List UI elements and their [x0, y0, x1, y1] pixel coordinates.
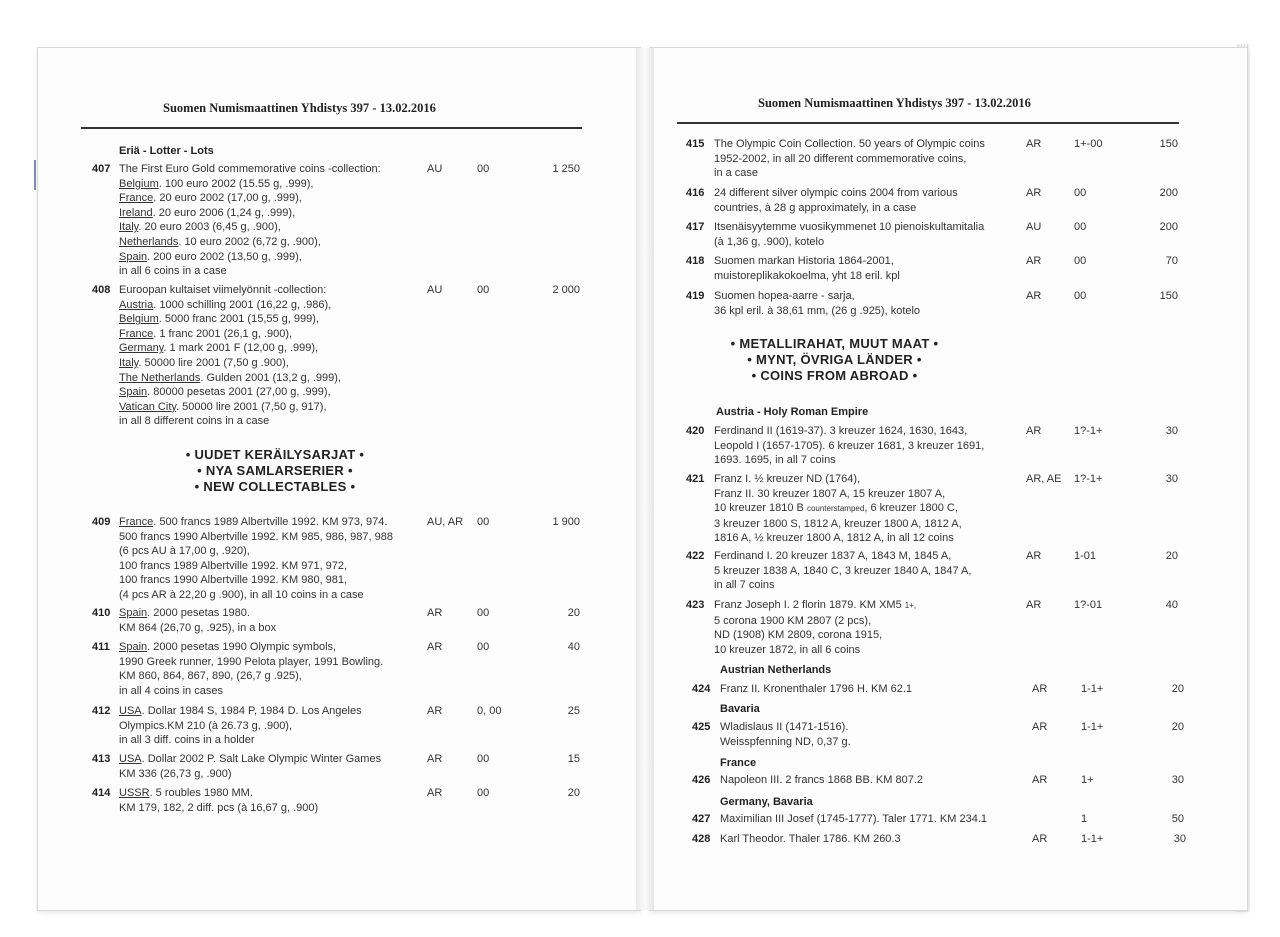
line-text: . 5 roubles 1980 MM. — [149, 787, 253, 799]
lot-metal: AR — [427, 607, 443, 619]
lot-description — [714, 289, 920, 318]
description-line — [119, 298, 341, 313]
description-line — [119, 786, 318, 801]
lot-grade: 00 — [477, 284, 490, 296]
lot-number: 414 — [92, 787, 111, 799]
line-text: . 1 mark 2001 F (12,00 g, .999), — [163, 342, 319, 355]
description-line — [119, 177, 381, 192]
description-line — [119, 588, 393, 603]
lot-metal: AR — [1032, 721, 1048, 733]
banner-line: • UUDET KERÄILYSARJAT • — [185, 447, 365, 462]
description-line — [714, 564, 971, 579]
lot-description — [714, 424, 984, 468]
lot-description — [720, 812, 987, 827]
lot-description — [720, 682, 912, 697]
lot-price: 20 — [1165, 550, 1178, 562]
description-line — [119, 385, 341, 400]
lot-metal: AU — [427, 284, 443, 296]
lot-grade: 1+-00 — [1074, 138, 1103, 150]
lot-description — [720, 773, 923, 788]
description-line — [714, 549, 971, 564]
line-text: Euroopan kultaiset viimelyönnit -collection: — [119, 284, 327, 296]
description-line — [720, 832, 901, 847]
description-line — [119, 640, 383, 655]
lot-grade: 00 — [477, 163, 490, 175]
description-line — [119, 544, 393, 559]
description-line — [119, 767, 381, 782]
description-line — [720, 720, 851, 735]
line-text: Ferdinand I. 20 kreuzer 1837 A, 1843 M, 1845 A, — [714, 550, 952, 562]
lot-number: 425 — [692, 721, 711, 733]
line-text: . 500 francs 1989 Albertville 1992. KM 973, 974. — [153, 516, 388, 528]
line-text: . 2000 pesetas 1980. — [147, 607, 250, 619]
description-line — [714, 439, 984, 454]
banner-line: • MYNT, ÖVRIGA LÄNDER • — [747, 352, 922, 367]
lot-description — [119, 283, 341, 429]
lot-description — [714, 598, 916, 657]
country-name: Belgium — [119, 313, 159, 326]
description-line — [119, 250, 381, 265]
left-page-header: Suomen Numismaattinen Yhdistys 397 - 13.02.2016 — [163, 101, 436, 115]
line-text: . 200 euro 2002 (13,50 g, .999), — [147, 250, 302, 263]
line-text: . 1 franc 2001 (26,1 g, .900), — [153, 327, 293, 340]
lot-price: 200 — [1159, 221, 1178, 233]
lot-metal: AU, AR — [427, 516, 464, 528]
lot-grade: 1+ — [1081, 774, 1094, 786]
description-line — [714, 269, 900, 284]
lot-price: 30 — [1165, 425, 1178, 437]
line-text: . 100 euro 2002 (15.55 g, .999), — [158, 177, 314, 190]
lot-price: 30 — [1173, 833, 1186, 845]
lot-description — [714, 549, 971, 593]
line-text: (6 pcs AU à 17,00 g, .920), — [119, 545, 250, 558]
lot-metal: AR — [1026, 290, 1042, 302]
line-text: . 50000 lire 2001 (7,50 g .900), — [138, 356, 289, 369]
description-line — [119, 559, 393, 574]
description-line — [119, 206, 381, 221]
line-text: . 20 euro 2003 (6,45 g, .900), — [138, 221, 281, 234]
description-line — [119, 220, 381, 235]
lot-price: 2 000 — [552, 284, 580, 296]
lot-price: 40 — [1165, 599, 1178, 611]
country-name: USA — [119, 705, 142, 717]
line-text: 36 kpl eril. à 38,61 mm, (26 g .925), kotelo — [714, 304, 921, 317]
lot-number: 413 — [92, 753, 111, 765]
line-text: Itsenäisyytemme vuosikymmenet 10 pienoiskultamitalia — [714, 221, 985, 233]
country-name: Spain — [119, 386, 148, 399]
line-text: 100 francs 1989 Albertville 1992. KM 971, 972, — [119, 559, 348, 572]
lot-number: 422 — [686, 550, 705, 562]
description-line — [119, 752, 381, 767]
margin-mark — [34, 160, 36, 190]
description-line — [119, 400, 341, 415]
section-heading: Germany, Bavaria — [720, 796, 813, 808]
description-line — [119, 621, 276, 636]
description-line — [714, 289, 920, 304]
description-line — [119, 719, 362, 734]
lot-price: 20 — [567, 787, 580, 799]
line-text: . 20 euro 2002 (17,00 g, .999), — [153, 192, 302, 205]
line-text: 10 kreuzer 1872, in all 6 coins — [714, 643, 861, 656]
lot-grade: 00 — [1074, 221, 1087, 233]
line-text: 1990 Greek runner, 1990 Pelota player, 1991 Bowling. — [119, 655, 384, 668]
lot-description — [119, 752, 381, 781]
lot-grade: 00 — [477, 641, 490, 653]
lot-number: 427 — [692, 813, 711, 825]
line-text: . 20 euro 2006 (1,24 g, .999), — [152, 206, 296, 219]
description-line — [119, 655, 383, 670]
line-text: . Dollar 2002 P. Salt Lake Olympic Winter Games — [141, 753, 382, 765]
line-text: . 80000 pesetas 2001 (27,00 g, .999), — [147, 386, 331, 399]
lot-description — [714, 220, 984, 249]
lot-number: 424 — [692, 683, 711, 695]
line-text: The First Euro Gold commemorative coins -collection: — [119, 163, 381, 175]
lot-metal: AR — [1032, 683, 1048, 695]
lot-metal: AR — [1026, 425, 1042, 437]
small-note: counterstamped — [806, 504, 865, 514]
lot-metal: AR, AE — [1026, 473, 1062, 485]
country-name: Austria — [119, 298, 154, 311]
description-line — [119, 264, 381, 279]
line-text: 3 kreuzer 1800 S, 1812 A, kreuzer 1800 A, 1812 A, — [714, 517, 962, 530]
line-text: 5 corona 1900 KM 2807 (2 pcs), — [714, 614, 872, 627]
line-text: Napoleon III. 2 francs 1868 BB. KM 807.2 — [720, 774, 924, 786]
description-line — [714, 501, 962, 517]
lot-number: 428 — [692, 833, 711, 845]
lot-price: 1 900 — [552, 516, 580, 528]
lot-price: 30 — [1165, 473, 1178, 485]
country-name: France — [119, 327, 154, 340]
lot-description — [720, 832, 901, 847]
lot-grade: 00 — [477, 607, 490, 619]
lot-grade: 0, 00 — [477, 705, 502, 717]
description-line — [119, 801, 318, 816]
line-text: Karl Theodor. Thaler 1786. KM 260.3 — [720, 833, 901, 845]
description-line — [119, 414, 341, 429]
description-line — [720, 682, 912, 697]
description-line — [119, 530, 393, 545]
lot-number: 408 — [92, 284, 111, 296]
line-text: in all 4 coins in cases — [119, 684, 223, 697]
country-name: Belgium — [119, 177, 159, 190]
line-text: (à 1,36 g, .900), kotelo — [714, 235, 825, 248]
section-heading: Bavaria — [720, 703, 760, 715]
section-heading: Austrian Netherlands — [720, 664, 832, 676]
country-name: Vatican City — [119, 400, 177, 413]
right-header-rule — [677, 122, 1179, 124]
description-line — [714, 166, 985, 181]
line-text: KM 179, 182, 2 diff. pcs (à 16,67 g, .900) — [119, 801, 319, 814]
description-line — [720, 773, 923, 788]
lot-metal: AR — [427, 753, 443, 765]
line-text: Ferdinand II (1619-37). 3 kreuzer 1624, 1630, 1643, — [714, 425, 968, 437]
country-name: France — [119, 192, 154, 205]
description-line — [119, 312, 341, 327]
lot-price: 1 250 — [552, 163, 580, 175]
country-name: The Netherlands — [119, 371, 201, 384]
lot-grade: 00 — [477, 787, 490, 799]
lot-number: 423 — [686, 599, 705, 611]
description-line — [119, 356, 341, 371]
line-text: Leopold I (1657-1705). 6 kreuzer 1681, 3 kreuzer 1691, — [714, 439, 985, 452]
line-text: Weisspfenning ND, 0,37 g. — [720, 735, 851, 748]
line-text: (4 pcs AR à 22,20 g .900), in all 10 coins in a case — [119, 588, 364, 601]
lot-description — [714, 186, 958, 215]
lot-price: 150 — [1159, 138, 1178, 150]
country-name: Spain — [119, 641, 148, 653]
lot-price: 30 — [1171, 774, 1184, 786]
description-line — [714, 254, 900, 269]
lot-metal: AU — [427, 163, 443, 175]
description-line — [119, 191, 381, 206]
banner-line: • COINS FROM ABROAD • — [751, 368, 918, 383]
line-text: 1952-2002, in all 20 different commemorative coins, — [714, 152, 967, 165]
line-text: countries, à 28 g approximately, in a case — [714, 201, 917, 214]
description-line — [714, 598, 916, 614]
description-line — [714, 137, 985, 152]
line-text: ND (1908) KM 2809, corona 1915, — [714, 629, 883, 642]
lot-number: 418 — [686, 255, 705, 267]
lot-metal: AR — [1032, 774, 1048, 786]
description-line — [714, 472, 962, 487]
lot-metal: AR — [1026, 599, 1042, 611]
line-text: 1816 A, ½ kreuzer 1800 A, 1812 A, in all 12 coins — [714, 532, 954, 545]
lot-price: 15 — [567, 753, 580, 765]
line-text: . 5000 franc 2001 (15,55 g, 999), — [158, 313, 319, 326]
banner-line: • NEW COLLECTABLES • — [194, 479, 356, 494]
lot-price: 50 — [1171, 813, 1184, 825]
lot-metal: AR — [1032, 833, 1048, 845]
line-text: in all 7 coins — [714, 579, 775, 592]
lot-description — [720, 720, 851, 749]
section-heading: Austria - Holy Roman Empire — [716, 406, 869, 418]
lot-number: 407 — [92, 163, 111, 175]
line-text: in all 6 coins in a case — [119, 265, 227, 278]
line-text: Franz I. ½ kreuzer ND (1764), — [714, 473, 861, 485]
line-text: Suomen hopea-aarre - sarja, — [714, 290, 855, 302]
line-text: Franz Joseph I. 2 florin 1879. KM XM5 — [714, 599, 905, 611]
lot-description — [119, 786, 318, 815]
description-line — [714, 531, 962, 546]
banner-line: • METALLIRAHAT, MUUT MAAT • — [730, 336, 939, 351]
country-name: USSR — [119, 787, 150, 799]
line-text: . 2000 pesetas 1990 Olympic symbols, — [147, 641, 337, 653]
lot-price: 25 — [567, 705, 580, 717]
lot-price: 150 — [1159, 290, 1178, 302]
lot-price: 200 — [1159, 187, 1178, 199]
description-line — [714, 235, 984, 250]
lot-grade: 00 — [1074, 255, 1087, 267]
lot-number: 417 — [686, 221, 705, 233]
lot-number: 409 — [92, 516, 111, 528]
country-name: Germany — [119, 342, 164, 355]
lot-number: 426 — [692, 774, 711, 786]
country-name: Ireland — [119, 206, 153, 219]
lot-number: 411 — [92, 641, 110, 653]
description-line — [714, 304, 920, 319]
lot-number: 420 — [686, 425, 705, 437]
lot-grade: 00 — [477, 516, 490, 528]
lot-description — [119, 640, 383, 698]
lot-price: 40 — [567, 641, 580, 653]
line-text: Suomen markan Historia 1864-2001, — [714, 255, 894, 267]
lot-metal: AR — [1026, 255, 1042, 267]
line-text: , 6 kreuzer 1800 C, — [864, 502, 958, 515]
description-line — [119, 669, 383, 684]
line-text: . 1000 schilling 2001 (16,22 g, .986), — [153, 298, 332, 311]
book-gutter — [636, 48, 654, 910]
line-text: . Gulden 2001 (13,2 g, .999), — [200, 371, 341, 384]
lot-number: 421 — [686, 473, 705, 485]
description-line — [119, 704, 362, 719]
line-text: Maximilian III Josef (1745-1777). Taler 1771. KM 234.1 — [720, 813, 987, 825]
line-text: KM 864 (26,70 g, .925), in a box — [119, 621, 277, 634]
description-line — [714, 628, 916, 643]
description-line — [119, 235, 381, 250]
line-text: . 50000 lire 2001 (7,50 g, 917), — [176, 400, 327, 413]
line-text: Olympics.KM 210 (à 26.73 g, .900), — [119, 719, 293, 732]
lot-description — [119, 704, 362, 748]
section-heading: France — [720, 757, 757, 769]
country-name: Italy — [119, 356, 139, 369]
description-line — [714, 220, 984, 235]
country-name: Spain — [119, 250, 148, 263]
description-line — [119, 327, 341, 342]
line-text: 5 kreuzer 1838 A, 1840 C, 3 kreuzer 1840 A, 1847 A, — [714, 564, 972, 577]
lot-metal: AR — [1026, 138, 1042, 150]
line-text: in a case — [714, 167, 759, 180]
description-line — [119, 606, 276, 621]
lot-grade: 00 — [477, 753, 490, 765]
line-text: Wladislaus II (1471-1516). — [720, 721, 849, 733]
coins-from-abroad-banner — [712, 336, 957, 384]
lot-grade: 1?-1+ — [1074, 473, 1103, 485]
description-line — [119, 371, 341, 386]
line-text: 10 kreuzer 1810 B — [714, 502, 807, 515]
description-line — [119, 283, 341, 298]
description-line — [714, 424, 984, 439]
lot-description — [119, 515, 393, 603]
country-name: Spain — [119, 607, 148, 619]
lot-description — [119, 162, 381, 279]
description-line — [714, 487, 962, 502]
line-text: in all 3 diff. coins in a holder — [119, 734, 255, 747]
line-text: . Dollar 1984 S, 1984 P, 1984 D. Los Angeles — [141, 705, 362, 717]
lot-grade: 1?-01 — [1074, 599, 1103, 611]
description-line — [119, 341, 341, 356]
line-text: KM 336 (26,73 g, .900) — [119, 767, 232, 780]
description-line — [714, 186, 958, 201]
line-text: 100 francs 1990 Albertville 1992. KM 980, 981, — [119, 574, 348, 587]
lot-grade: 1-1+ — [1081, 683, 1104, 695]
lot-grade: 00 — [1074, 290, 1087, 302]
lot-metal: AR — [1026, 550, 1042, 562]
section-title: Eriä - Lotter - Lots — [119, 145, 214, 157]
country-name: Italy — [119, 221, 139, 234]
description-line — [119, 684, 383, 699]
lot-number: 410 — [92, 607, 111, 619]
lot-price: 20 — [1171, 721, 1184, 733]
lot-price: 20 — [567, 607, 580, 619]
description-line — [714, 453, 984, 468]
line-text: in all 8 different coins in a case — [119, 415, 270, 428]
lot-grade: 1 — [1081, 813, 1088, 825]
description-line — [714, 614, 916, 629]
line-text: . 10 euro 2002 (6,72 g, .900), — [178, 235, 321, 248]
line-text: muistoreplikakokoelma, yht 18 eril. kpl — [714, 269, 900, 282]
lot-number: 416 — [686, 187, 705, 199]
lot-metal: AU — [1026, 221, 1042, 233]
small-note: 1+, — [904, 601, 917, 610]
lot-number: 412 — [92, 705, 111, 717]
lot-description — [714, 254, 900, 283]
description-line — [119, 515, 393, 530]
line-text: Franz II. Kronenthaler 1796 H. KM 62.1 — [720, 683, 912, 695]
lot-metal: AR — [427, 787, 443, 799]
new-collectables-banner — [160, 447, 390, 495]
description-line — [714, 517, 962, 532]
line-text: 24 different silver olympic coins 2004 from various — [714, 187, 958, 199]
right-page-header: Suomen Numismaattinen Yhdistys 397 - 13.02.2016 — [758, 96, 1031, 110]
description-line — [714, 201, 958, 216]
lot-metal: AR — [1026, 187, 1042, 199]
lot-grade: 1-1+ — [1081, 833, 1104, 845]
country-name: USA — [119, 753, 142, 765]
line-text: KM 860, 864, 867, 890, (26,7 g .925), — [119, 670, 302, 683]
lot-description — [714, 137, 985, 181]
description-line — [119, 733, 362, 748]
lot-metal: AR — [427, 641, 443, 653]
lot-price: 70 — [1165, 255, 1178, 267]
banner-line: • NYA SAMLARSERIER • — [197, 463, 353, 478]
line-text: Franz II. 30 kreuzer 1807 A, 15 kreuzer 1807 A, — [714, 487, 946, 500]
description-line — [714, 643, 916, 658]
lot-description — [714, 472, 962, 546]
left-header-rule — [81, 127, 582, 129]
line-text: 500 francs 1990 Albertville 1992. KM 985, 986, 987, 988 — [119, 530, 393, 543]
description-line — [714, 578, 971, 593]
lot-grade: 00 — [1074, 187, 1087, 199]
country-name: Netherlands — [119, 235, 179, 248]
description-line — [714, 152, 985, 167]
description-line — [720, 735, 851, 750]
lot-price: 20 — [1171, 683, 1184, 695]
description-line — [119, 162, 381, 177]
line-text: 1693. 1695, in all 7 coins — [714, 454, 836, 467]
lot-number: 415 — [686, 138, 705, 150]
lot-description — [119, 606, 276, 635]
lot-grade: 1-1+ — [1081, 721, 1104, 733]
lot-grade: 1-01 — [1074, 550, 1097, 562]
lot-grade: 1?-1+ — [1074, 425, 1103, 437]
country-name: France — [119, 516, 154, 528]
line-text: The Olympic Coin Collection. 50 years of Olympic coins — [714, 138, 985, 150]
lot-metal: AR — [427, 705, 443, 717]
description-line — [119, 573, 393, 588]
lot-number: 419 — [686, 290, 705, 302]
description-line — [720, 812, 987, 827]
